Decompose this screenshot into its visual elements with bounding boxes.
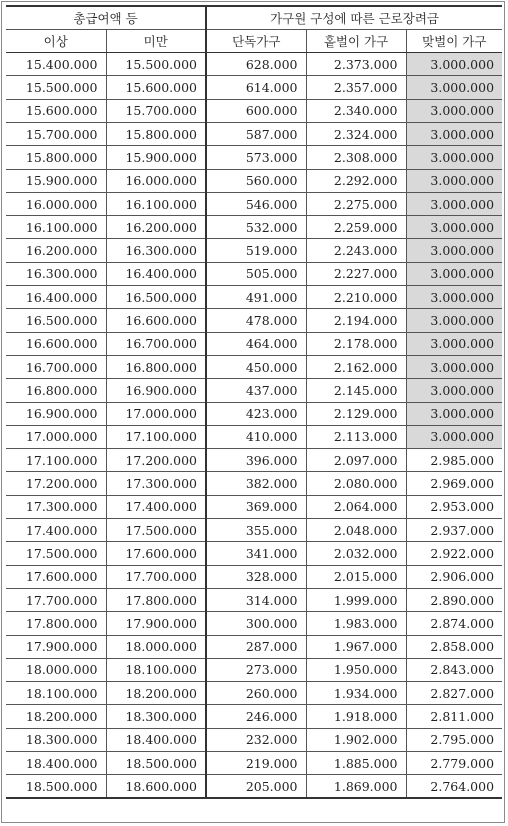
table-body — [6, 53, 502, 799]
cell-single-earner: 2.097.000 — [306, 449, 406, 472]
cell-dual-earner: 3.000.000 — [406, 262, 502, 285]
cell-max: 17.100.000 — [106, 425, 206, 448]
table-row — [6, 355, 502, 378]
table-row — [6, 146, 502, 169]
cell-single-earner: 2.259.000 — [306, 216, 406, 239]
cell-single-earner: 1.918.000 — [306, 705, 406, 728]
table-row — [6, 658, 502, 681]
table-row — [6, 425, 502, 448]
cell-single: 423.000 — [206, 402, 306, 425]
cell-max: 17.700.000 — [106, 565, 206, 588]
cell-single: 628.000 — [206, 53, 306, 76]
cell-single: 219.000 — [206, 752, 306, 775]
table-row — [6, 99, 502, 122]
cell-dual-earner: 3.000.000 — [406, 379, 502, 402]
cell-dual-earner: 2.874.000 — [406, 612, 502, 635]
cell-max: 17.900.000 — [106, 612, 206, 635]
table-row — [6, 705, 502, 728]
cell-single-earner: 2.324.000 — [306, 122, 406, 145]
table-row — [6, 752, 502, 775]
cell-single: 437.000 — [206, 379, 306, 402]
cell-single: 232.000 — [206, 728, 306, 751]
cell-max: 16.600.000 — [106, 309, 206, 332]
cell-single: 450.000 — [206, 355, 306, 378]
cell-max: 16.800.000 — [106, 355, 206, 378]
cell-single-earner: 2.129.000 — [306, 402, 406, 425]
cell-max: 17.000.000 — [106, 402, 206, 425]
cell-dual-earner: 3.000.000 — [406, 53, 502, 76]
cell-dual-earner: 2.922.000 — [406, 542, 502, 565]
cell-dual-earner: 3.000.000 — [406, 332, 502, 355]
cell-max: 18.300.000 — [106, 705, 206, 728]
cell-max: 18.400.000 — [106, 728, 206, 751]
cell-dual-earner: 3.000.000 — [406, 239, 502, 262]
cell-single: 573.000 — [206, 146, 306, 169]
cell-min: 16.400.000 — [6, 286, 106, 309]
cell-single-earner: 1.902.000 — [306, 728, 406, 751]
cell-single-earner: 2.145.000 — [306, 379, 406, 402]
cell-single: 491.000 — [206, 286, 306, 309]
cell-dual-earner: 3.000.000 — [406, 216, 502, 239]
cell-max: 16.000.000 — [106, 169, 206, 192]
cell-dual-earner: 3.000.000 — [406, 355, 502, 378]
cell-single: 246.000 — [206, 705, 306, 728]
cell-single-earner: 2.357.000 — [306, 76, 406, 99]
cell-dual-earner: 3.000.000 — [406, 99, 502, 122]
table-row — [6, 239, 502, 262]
cell-dual-earner: 2.811.000 — [406, 705, 502, 728]
cell-single: 355.000 — [206, 519, 306, 542]
cell-min: 16.100.000 — [6, 216, 106, 239]
cell-single: 328.000 — [206, 565, 306, 588]
cell-max: 18.100.000 — [106, 658, 206, 681]
table-row — [6, 262, 502, 285]
cell-min: 17.000.000 — [6, 425, 106, 448]
cell-single-earner: 1.934.000 — [306, 682, 406, 705]
cell-max: 16.200.000 — [106, 216, 206, 239]
cell-max: 16.400.000 — [106, 262, 206, 285]
cell-single-earner: 1.950.000 — [306, 658, 406, 681]
cell-max: 17.800.000 — [106, 588, 206, 611]
table-row — [6, 286, 502, 309]
cell-max: 15.900.000 — [106, 146, 206, 169]
table-row — [6, 542, 502, 565]
cell-single: 614.000 — [206, 76, 306, 99]
cell-single-earner: 2.373.000 — [306, 53, 406, 76]
cell-dual-earner: 2.953.000 — [406, 495, 502, 518]
cell-min: 15.400.000 — [6, 53, 106, 76]
cell-single-earner: 2.080.000 — [306, 472, 406, 495]
cell-min: 16.600.000 — [6, 332, 106, 355]
cell-min: 18.500.000 — [6, 775, 106, 798]
table-row — [6, 612, 502, 635]
cell-max: 16.300.000 — [106, 239, 206, 262]
cell-single-earner: 2.292.000 — [306, 169, 406, 192]
cell-single: 410.000 — [206, 425, 306, 448]
cell-single: 464.000 — [206, 332, 306, 355]
cell-single-earner: 2.178.000 — [306, 332, 406, 355]
cell-single: 587.000 — [206, 122, 306, 145]
cell-min: 18.100.000 — [6, 682, 106, 705]
cell-dual-earner: 3.000.000 — [406, 192, 502, 215]
cell-max: 17.300.000 — [106, 472, 206, 495]
cell-max: 17.500.000 — [106, 519, 206, 542]
cell-min: 17.300.000 — [6, 495, 106, 518]
cell-min: 17.700.000 — [6, 588, 106, 611]
cell-dual-earner: 3.000.000 — [406, 425, 502, 448]
cell-single: 600.000 — [206, 99, 306, 122]
cell-min: 16.500.000 — [6, 309, 106, 332]
cell-min: 17.500.000 — [6, 542, 106, 565]
cell-single-earner: 1.967.000 — [306, 635, 406, 658]
cell-min: 18.400.000 — [6, 752, 106, 775]
table-row — [6, 565, 502, 588]
cell-max: 16.700.000 — [106, 332, 206, 355]
table-row — [6, 775, 502, 798]
cell-single-earner: 1.869.000 — [306, 775, 406, 798]
cell-dual-earner: 2.969.000 — [406, 472, 502, 495]
table-row — [6, 682, 502, 705]
cell-max: 18.000.000 — [106, 635, 206, 658]
table-row — [6, 495, 502, 518]
cell-max: 15.700.000 — [106, 99, 206, 122]
cell-dual-earner: 3.000.000 — [406, 76, 502, 99]
table-row — [6, 588, 502, 611]
cell-single-earner: 2.064.000 — [306, 495, 406, 518]
cell-min: 15.900.000 — [6, 169, 106, 192]
cell-min: 17.600.000 — [6, 565, 106, 588]
table-row — [6, 76, 502, 99]
cell-single-earner: 2.210.000 — [306, 286, 406, 309]
header-credit-by-household: 가구원 구성에 따른 근로장려금 — [206, 6, 502, 29]
table-row — [6, 309, 502, 332]
cell-max: 15.500.000 — [106, 53, 206, 76]
cell-dual-earner: 2.779.000 — [406, 752, 502, 775]
cell-single: 260.000 — [206, 682, 306, 705]
cell-min: 18.300.000 — [6, 728, 106, 751]
cell-single: 478.000 — [206, 309, 306, 332]
cell-single-earner: 2.032.000 — [306, 542, 406, 565]
cell-single: 287.000 — [206, 635, 306, 658]
cell-single-earner: 1.885.000 — [306, 752, 406, 775]
cell-single-earner: 2.308.000 — [306, 146, 406, 169]
header-single-household: 단독가구 — [206, 29, 306, 52]
cell-min: 18.200.000 — [6, 705, 106, 728]
cell-single-earner: 2.015.000 — [306, 565, 406, 588]
cell-min: 17.200.000 — [6, 472, 106, 495]
cell-max: 18.500.000 — [106, 752, 206, 775]
cell-min: 18.000.000 — [6, 658, 106, 681]
cell-min: 16.000.000 — [6, 192, 106, 215]
cell-single-earner: 2.227.000 — [306, 262, 406, 285]
cell-min: 17.800.000 — [6, 612, 106, 635]
cell-dual-earner: 2.843.000 — [406, 658, 502, 681]
header-group-row — [6, 6, 502, 29]
cell-single: 273.000 — [206, 658, 306, 681]
table-row — [6, 122, 502, 145]
header-min: 이상 — [6, 29, 106, 52]
cell-single-earner: 1.999.000 — [306, 588, 406, 611]
cell-single: 341.000 — [206, 542, 306, 565]
cell-min: 15.500.000 — [6, 76, 106, 99]
cell-single: 532.000 — [206, 216, 306, 239]
cell-dual-earner: 3.000.000 — [406, 169, 502, 192]
table-row — [6, 402, 502, 425]
cell-single-earner: 2.113.000 — [306, 425, 406, 448]
cell-single: 505.000 — [206, 262, 306, 285]
cell-min: 17.900.000 — [6, 635, 106, 658]
table-row — [6, 169, 502, 192]
table-row — [6, 472, 502, 495]
cell-single: 314.000 — [206, 588, 306, 611]
cell-min: 16.700.000 — [6, 355, 106, 378]
cell-single-earner: 2.275.000 — [306, 192, 406, 215]
table-row — [6, 332, 502, 355]
cell-dual-earner: 2.890.000 — [406, 588, 502, 611]
cell-dual-earner: 3.000.000 — [406, 146, 502, 169]
cell-single: 396.000 — [206, 449, 306, 472]
cell-min: 15.800.000 — [6, 146, 106, 169]
table-row — [6, 192, 502, 215]
cell-dual-earner: 2.858.000 — [406, 635, 502, 658]
cell-dual-earner: 3.000.000 — [406, 286, 502, 309]
cell-max: 16.100.000 — [106, 192, 206, 215]
cell-min: 16.200.000 — [6, 239, 106, 262]
cell-dual-earner: 3.000.000 — [406, 309, 502, 332]
cell-min: 16.300.000 — [6, 262, 106, 285]
cell-single: 382.000 — [206, 472, 306, 495]
table-row — [6, 635, 502, 658]
earned-income-tax-credit-table — [6, 5, 502, 799]
table-row — [6, 379, 502, 402]
cell-dual-earner: 2.985.000 — [406, 449, 502, 472]
cell-single-earner: 2.194.000 — [306, 309, 406, 332]
cell-single-earner: 2.243.000 — [306, 239, 406, 262]
cell-min: 17.100.000 — [6, 449, 106, 472]
cell-single-earner: 1.983.000 — [306, 612, 406, 635]
cell-single-earner: 2.048.000 — [306, 519, 406, 542]
cell-min: 15.700.000 — [6, 122, 106, 145]
cell-dual-earner: 3.000.000 — [406, 122, 502, 145]
cell-max: 17.400.000 — [106, 495, 206, 518]
cell-single: 560.000 — [206, 169, 306, 192]
cell-single-earner: 2.340.000 — [306, 99, 406, 122]
cell-single: 369.000 — [206, 495, 306, 518]
cell-max: 17.200.000 — [106, 449, 206, 472]
header-gross-pay: 총급여액 등 — [6, 6, 206, 29]
cell-single-earner: 2.162.000 — [306, 355, 406, 378]
cell-single: 300.000 — [206, 612, 306, 635]
table-row — [6, 449, 502, 472]
cell-max: 17.600.000 — [106, 542, 206, 565]
cell-max: 16.900.000 — [106, 379, 206, 402]
table-row — [6, 216, 502, 239]
header-single-earner-household: 홑벌이 가구 — [306, 29, 406, 52]
cell-max: 18.200.000 — [106, 682, 206, 705]
cell-dual-earner: 2.795.000 — [406, 728, 502, 751]
cell-dual-earner: 3.000.000 — [406, 402, 502, 425]
header-dual-earner-household: 맞벌이 가구 — [406, 29, 502, 52]
cell-single: 519.000 — [206, 239, 306, 262]
table-row — [6, 53, 502, 76]
cell-dual-earner: 2.937.000 — [406, 519, 502, 542]
cell-single: 546.000 — [206, 192, 306, 215]
cell-min: 16.800.000 — [6, 379, 106, 402]
cell-dual-earner: 2.764.000 — [406, 775, 502, 798]
header-column-row — [6, 29, 502, 52]
cell-max: 15.600.000 — [106, 76, 206, 99]
table-row — [6, 728, 502, 751]
cell-dual-earner: 2.827.000 — [406, 682, 502, 705]
table-row — [6, 519, 502, 542]
cell-min: 16.900.000 — [6, 402, 106, 425]
cell-max: 18.600.000 — [106, 775, 206, 798]
cell-min: 17.400.000 — [6, 519, 106, 542]
cell-dual-earner: 2.906.000 — [406, 565, 502, 588]
header-max: 미만 — [106, 29, 206, 52]
cell-max: 16.500.000 — [106, 286, 206, 309]
cell-max: 15.800.000 — [106, 122, 206, 145]
cell-min: 15.600.000 — [6, 99, 106, 122]
cell-single: 205.000 — [206, 775, 306, 798]
